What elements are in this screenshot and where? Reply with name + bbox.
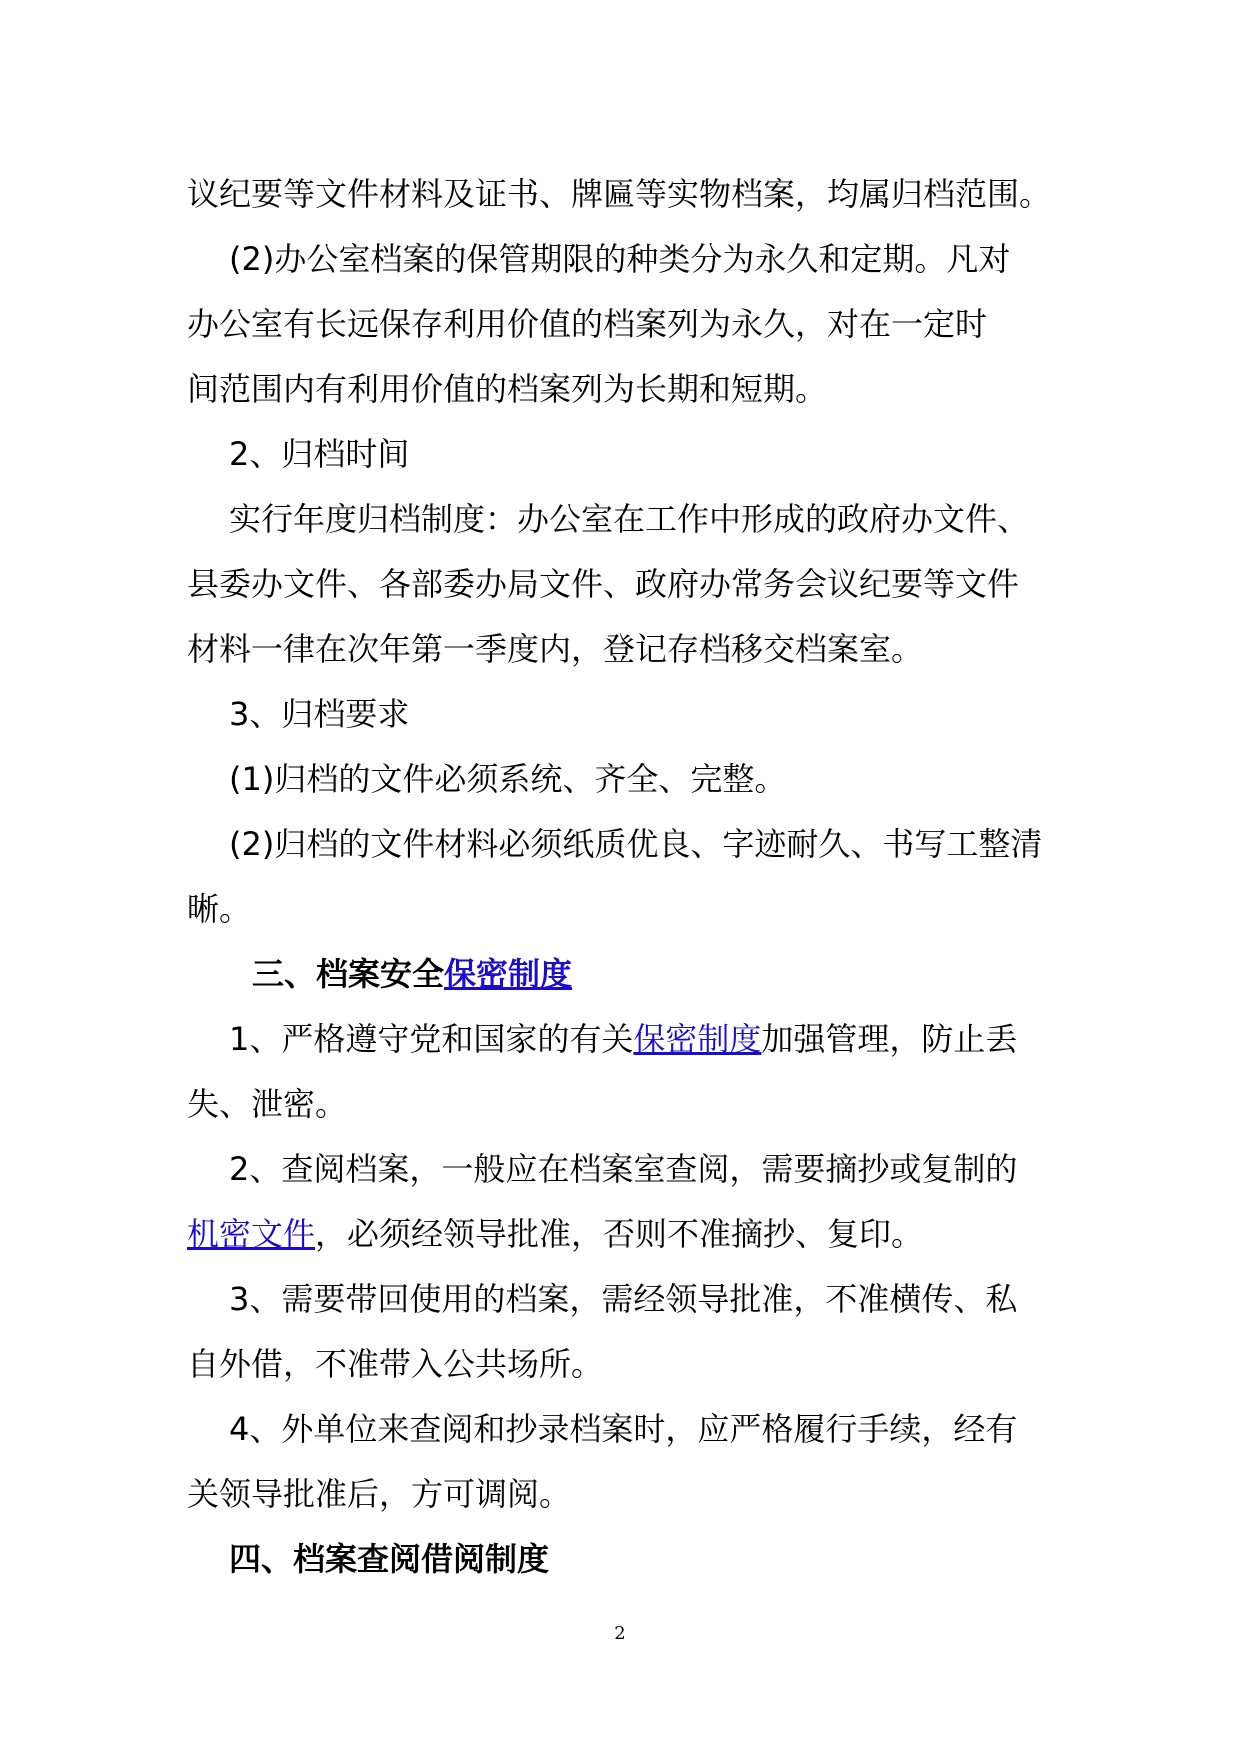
section-heading-3 [187, 942, 1053, 1007]
paragraph-line: 材料一律在次年第一季度内，登记存档移交档案室。 [187, 630, 924, 668]
paragraph-line: (2)归档的文件材料必须纸质优良、字迹耐久、书写工整清 [229, 825, 1043, 863]
paragraph-line: 实行年度归档制度：办公室在工作中形成的政府办文件、 [229, 500, 1030, 538]
confidential-files-link[interactable]: 机密文件 [187, 1215, 316, 1253]
line-text: 1、严格遵守党和国家的有关 [229, 1020, 634, 1058]
security-policy-inline-link[interactable]: 保密制度 [633, 1020, 762, 1058]
paragraph-line: 4、外单位来查阅和抄录档案时，应严格履行手续，经有 [229, 1410, 1018, 1448]
paragraph-line: 晰。 [187, 890, 252, 928]
paragraph-line: 自外借，不准带入公共场所。 [187, 1345, 604, 1383]
line-text: ，必须经领导批准，否则不准摘抄、复印。 [315, 1215, 924, 1253]
paragraph-line: 县委办文件、各部委办局文件、政府办常务会议纪要等文件 [187, 565, 1020, 603]
section-heading-4: 四、档案查阅借阅制度 [229, 1540, 550, 1578]
section-subheading: 2、归档时间 [229, 435, 410, 473]
paragraph-line: 议纪要等文件材料及证书、牌匾等实物档案，均属归档范围。 [187, 175, 1052, 213]
line-text: 加强管理，防止丢 [761, 1020, 1018, 1058]
heading-text: 三、档案安全 [252, 955, 445, 993]
paragraph-line [187, 1007, 1053, 1072]
paragraph-line: 2、查阅档案，一般应在档案室查阅，需要摘抄或复制的 [229, 1150, 1018, 1188]
paragraph-line: 间范围内有利用价值的档案列为长期和短期。 [187, 370, 828, 408]
paragraph-line: (1)归档的文件必须系统、齐全、完整。 [229, 760, 787, 798]
page-number: 2 [614, 1623, 626, 1644]
paragraph-line: 办公室有长远保存利用价值的档案列为永久，对在一定时 [187, 305, 988, 343]
security-policy-link[interactable]: 保密制度 [444, 955, 573, 993]
paragraph-line: 关领导批准后，方可调阅。 [187, 1475, 572, 1513]
paragraph-line [187, 1202, 1053, 1267]
paragraph-line: (2)办公室档案的保管期限的种类分为永久和定期。凡对 [229, 240, 1011, 278]
section-subheading: 3、归档要求 [229, 695, 410, 733]
paragraph-line: 失、泄密。 [187, 1085, 348, 1123]
document-body [187, 162, 1053, 1592]
paragraph-line: 3、需要带回使用的档案，需经领导批准，不准横传、私 [229, 1280, 1018, 1318]
